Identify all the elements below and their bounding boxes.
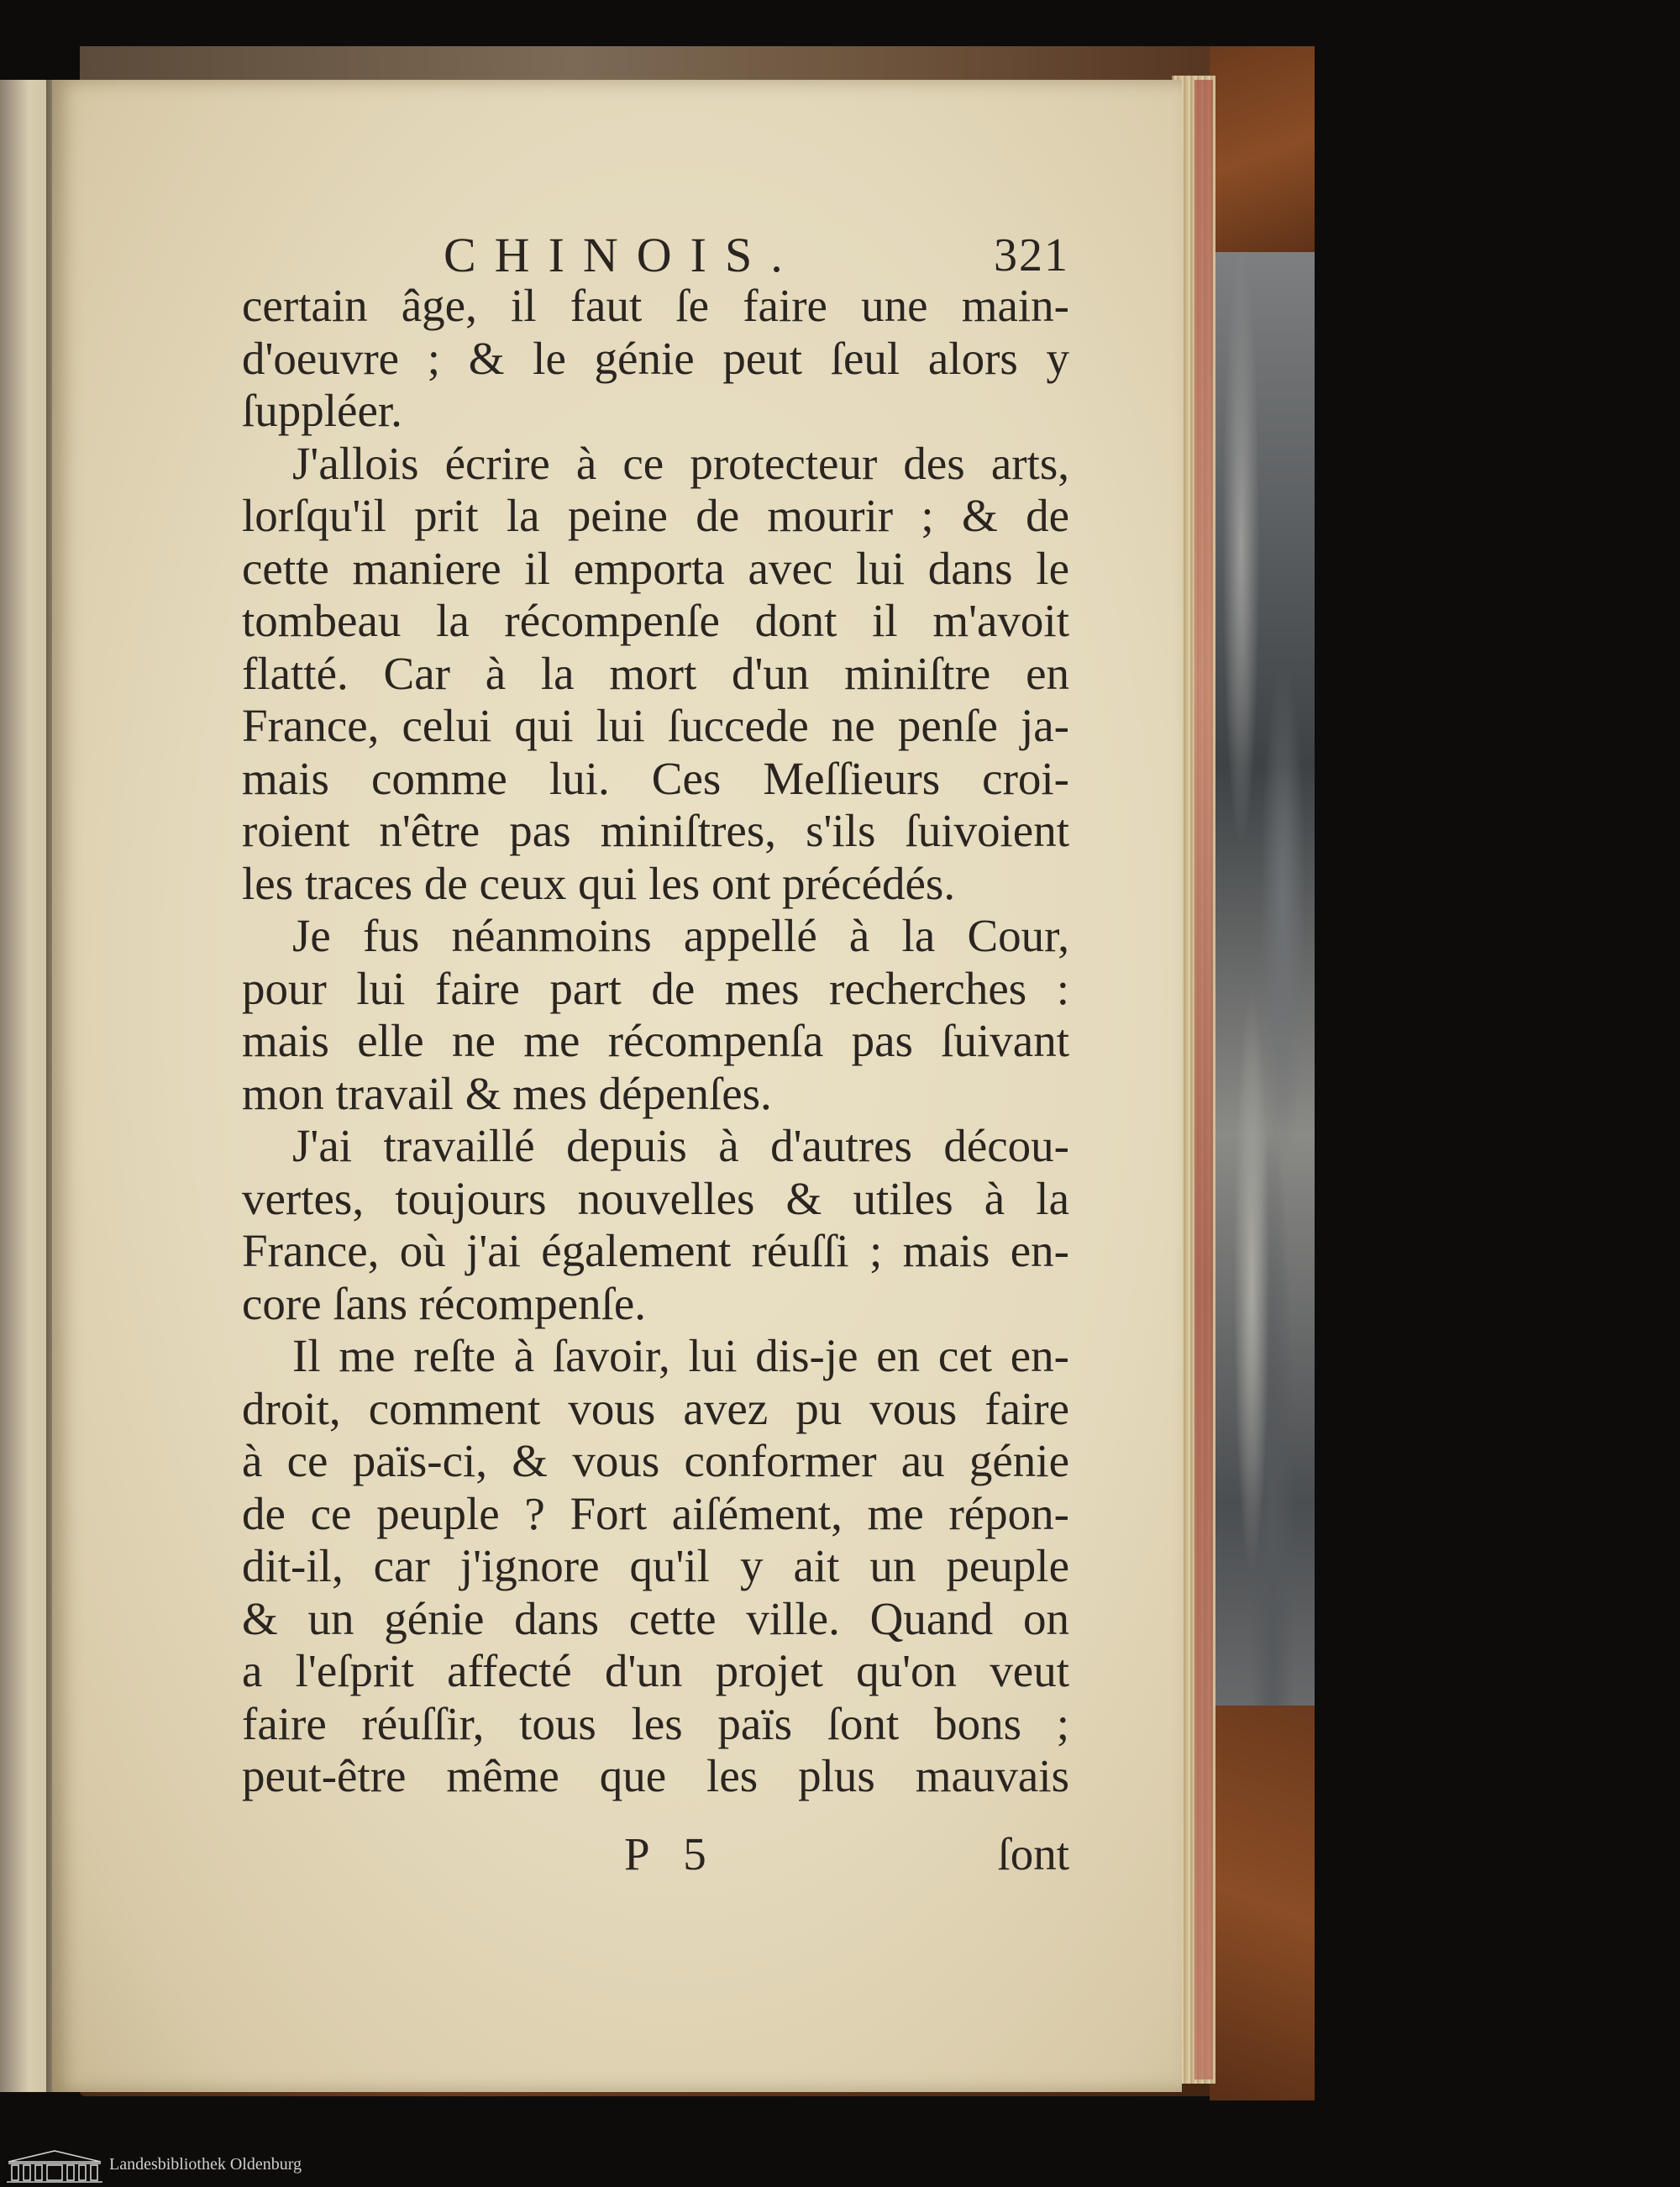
text-line: roient n'être pas miniſtres, s'ils ſuivoient (242, 805, 1069, 856)
text-line: ſuppléer. (242, 385, 402, 436)
text-line: certain âge, il faut ſe faire une main- (242, 280, 1069, 331)
leather-corner-bottom (1210, 1706, 1315, 2100)
text-line: Il me reſte à ſavoir, lui dis-je en cet en- (292, 1330, 1069, 1381)
text-line: core ſans récompenſe. (242, 1277, 647, 1329)
text-line: lorſqu'il prit la peine de mourir ; & de (242, 490, 1069, 541)
marbled-board (1210, 252, 1315, 1722)
text-line: France, celui qui lui ſuccede ne penſe ja- (242, 700, 1069, 751)
text-line: vertes, toujours nouvelles & utiles à la (242, 1172, 1069, 1224)
text-line: à ce païs-ci, & vous conformer au génie (242, 1435, 1069, 1486)
text-line: a l'eſprit affecté d'un projet qu'on veut (242, 1645, 1069, 1696)
text-line: tombeau la récompenſe dont il m'avoit (242, 595, 1069, 646)
text-line: faire réuſſir, tous les païs ſont bons ; (242, 1697, 1069, 1749)
text-line: & un génie dans cette ville. Quand on (242, 1592, 1069, 1644)
page-number: 321 (994, 229, 1069, 281)
text-line: mais elle ne me récompenſa pas ſuivant (242, 1015, 1069, 1066)
text-line: pour lui faire part de mes recherches : (242, 962, 1069, 1014)
running-head: CHINOIS. (444, 228, 801, 282)
signature-mark: P 5 (624, 1828, 718, 1879)
text-line: cette maniere il emporta avec lui dans le (242, 542, 1069, 594)
library-name: Landesbibliothek Oldenburg (109, 2155, 302, 2174)
text-line: mais comme lui. Ces Meſſieurs croi- (242, 752, 1069, 804)
text-line: flatté. Car à la mort d'un miniſtre en (242, 647, 1069, 699)
previous-page-sliver (0, 80, 49, 2092)
text-line: dit-il, car j'ignore qu'il y ait un peuple (242, 1540, 1069, 1591)
library-watermark (0, 2147, 336, 2187)
text-line: Je fus néanmoins appellé à la Cour, (292, 910, 1069, 961)
page-footer (242, 1827, 1069, 1886)
catchword: ſont (997, 1828, 1069, 1879)
text-line: mon travail & mes dépenſes. (242, 1067, 772, 1119)
text-line: peut-être même que les plus mauvais (242, 1750, 1069, 1801)
book-page (52, 80, 1182, 2092)
red-sprinkled-edge (1194, 80, 1213, 2079)
text-line: d'oeuvre ; & le génie peut ſeul alors y (242, 332, 1069, 384)
body-text (242, 280, 1069, 1803)
leather-corner-top (1210, 46, 1315, 265)
library-building-icon (5, 2148, 104, 2185)
page-header (242, 227, 1069, 286)
text-line: France, où j'ai également réuſſi ; mais en- (242, 1225, 1069, 1276)
text-line: les traces de ceux qui les ont précédés. (242, 857, 956, 909)
text-line: de ce peuple ? Fort aiſément, me répon- (242, 1487, 1069, 1539)
text-line: droit, comment vous avez pu vous faire (242, 1382, 1069, 1434)
text-line: J'ai travaillé depuis à d'autres décou- (292, 1120, 1069, 1171)
text-line: J'allois écrire à ce protecteur des arts, (292, 437, 1069, 489)
